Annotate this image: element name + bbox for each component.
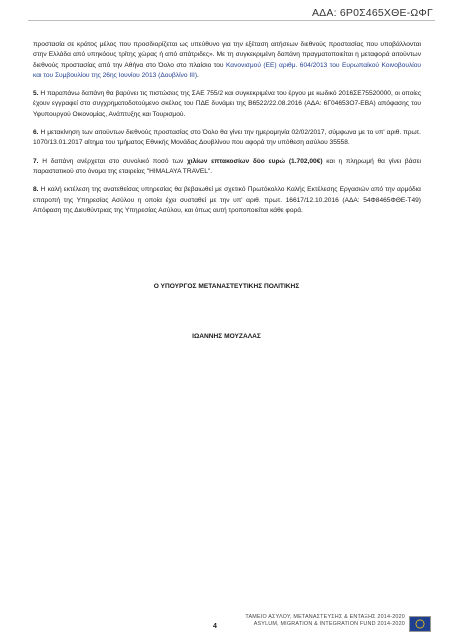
paragraph-text: Η καλή εκτέλεση της ανατεθείσας υπηρεσίας θα βεβαιωθεί με σχετικό Πρωτόκολλο Καλής Εκτέλεσης Εργασιών από την αρμόδια επιτροπή της Υπηρεσίας Ασύλου η οποία έχει συσταθεί με την υπ' αριθ. πρωτ. 16617/12.10.2016 (ΑΔΑ: 54Φ8465ΦΘΕ-Τ49) Απόφαση της Διευθύντριας της Υπηρεσίας Ασύλου, και όπως αυτή τροποποιείται κάθε φορά.	[33, 186, 421, 214]
amount-text: χιλίων επτακοσίων δύο ευρώ (1.702,00€)	[187, 157, 323, 165]
eu-stars-icon	[410, 617, 430, 631]
paragraph-intro	[33, 40, 421, 81]
header-divider	[28, 20, 435, 21]
eu-flag-icon	[409, 616, 431, 632]
fund-name-english: ASYLUM, MIGRATION & INTEGRATION FUND 2014-2020	[253, 621, 405, 627]
fund-name-greek: ΤΑΜΕΙΟ ΑΣΥΛΟΥ, ΜΕΤΑΝΑΣΤΕΥΣΗΣ & ΕΝΤΑΞΗΣ 2014-2020	[245, 614, 405, 620]
paragraph-number: 6.	[33, 129, 39, 137]
paragraph-6	[33, 128, 421, 149]
ada-code: ΑΔΑ: 6Ρ0Σ465ΧΘΕ-ΩΦΓ	[311, 7, 433, 19]
paragraph-number: 8.	[33, 186, 39, 194]
paragraph-text: Η παραπάνω δαπάνη θα βαρύνει τις πιστώσεις της ΣΑΕ 755/2 και συγκεκριμένα του έργου με κωδικό 2016ΣΕ75520000, οι οποίες έχουν εγγραφεί στο συγχρηματοδοτούμενο σκέλος του ΠΔΕ δυνάμει της Β6522/22.08.2016 (ΑΔΑ: 6Γ04653Ο7-ΕΒΑ) απόφασης του Υφυπουργού Οικονομίας, Ανάπτυξης και Τουρισμού.	[33, 90, 421, 118]
paragraph-number: 7.	[33, 157, 39, 165]
signatory-name: ΙΩΑΝΝΗΣ ΜΟΥΖΑΛΑΣ	[192, 333, 261, 340]
paragraph-text: .	[197, 71, 199, 79]
paragraph-text: προστασία σε κράτος μέλος που προσδιορίζεται ως υπεύθυνο για την εξέταση αιτήσεων διεθνούς προστασίας που υποβάλλονται στην Ελλάδα από υπηκόους τρίτης χώρας ή από απάτριδες». Με τη συγκεκριμένη δαπάνη πραγματοποιείται η μεταφορά αιτούντων διεθνούς προστασίας από την Αθήνα στο Όολο στο πλαίσιο του	[33, 41, 421, 69]
paragraph-text: και η πληρωμή θα γίνει βάσει παραστατικού στο όνομα της εταιρείας "HIMALAYA TRAVEL".	[33, 157, 421, 175]
regulation-reference: Κανονισμού (ΕΕ) αριθμ. 604/2013 του Ευρωπαϊκού Κοινοβουλίου και του Συμβουλίου της 26ης Ιουνίου 2013 (Δουβλίνο ΙΙΙ)	[33, 61, 421, 79]
paragraph-number: 5.	[33, 90, 39, 98]
document-body	[33, 40, 421, 224]
paragraph-text: Η μετακίνηση των αιτούντων διεθνούς προστασίας στο Όολο θα γίνει την ημερομηνία 02/02/2017, σύμφωνα με το υπ' αριθ. πρωτ. 1070/13.01.2017 αίτημα του τμήματος Εθνικής Μονάδας Δουβλίνου που αφορά την υπόθεση ασύλου 35558.	[33, 129, 421, 147]
paragraph-7	[33, 157, 421, 178]
signatory-title: Ο ΥΠΟΥΡΓΟΣ ΜΕΤΑΝΑΣΤΕΥΤΙΚΗΣ ΠΟΛΙΤΙΚΗΣ	[153, 283, 300, 290]
paragraph-5	[33, 89, 421, 120]
paragraph-8	[33, 185, 421, 216]
page-number: 4	[213, 623, 217, 630]
paragraph-text: Η δαπάνη ανέρχεται στο συνολικό ποσό των	[38, 157, 188, 165]
